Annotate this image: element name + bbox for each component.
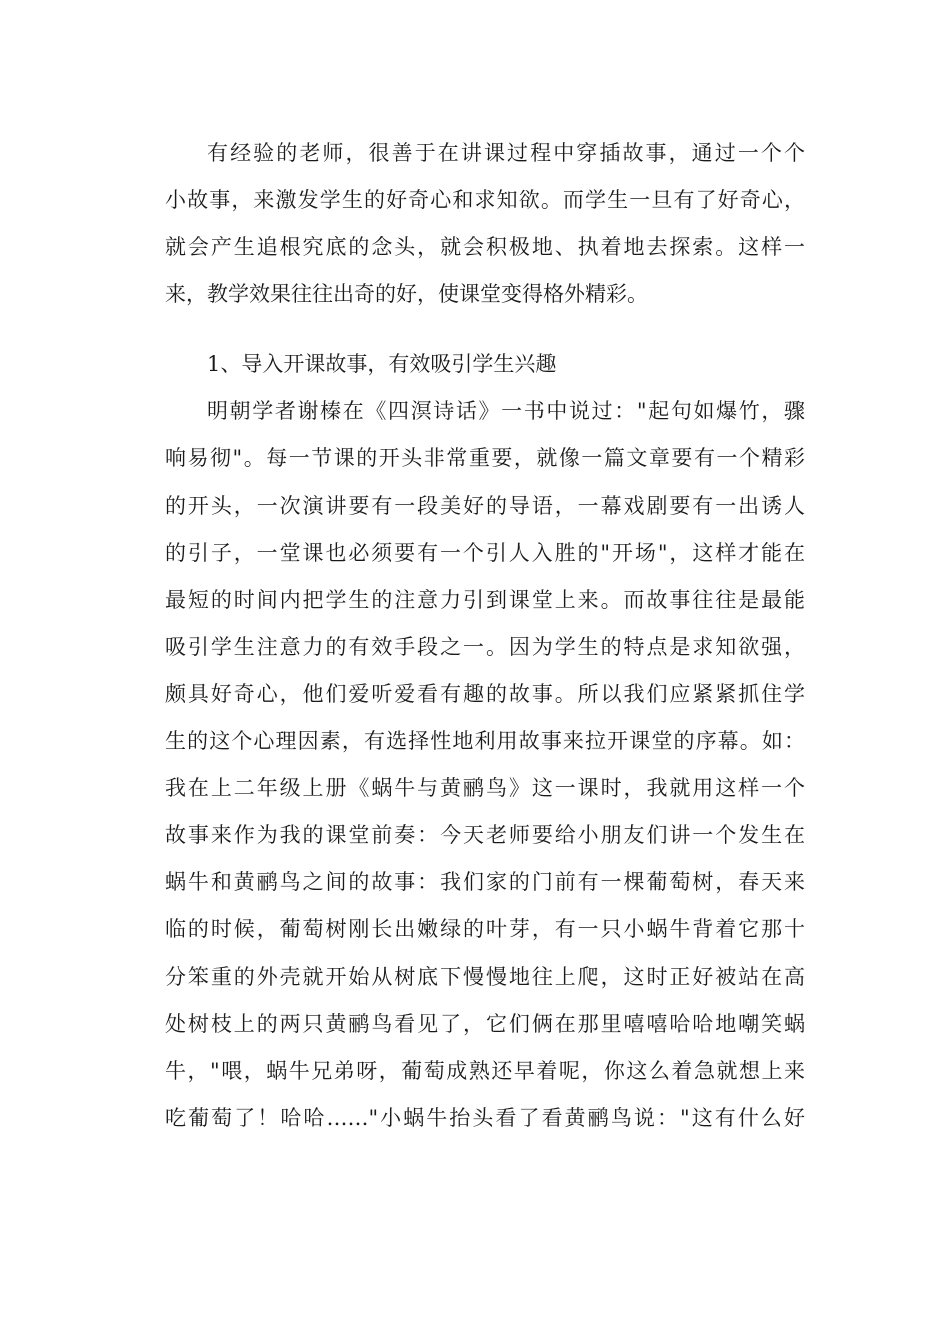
text-line: 处树枝上的两只黄鹂鸟看见了，它们俩在那里嘻嘻哈哈地嘲笑蜗 [165, 1012, 805, 1036]
text-line: 吃葡萄了！哈哈……"小蜗牛抬头看了看黄鹂鸟说："这有什么好 [165, 1106, 805, 1130]
text-line: 我在上二年级上册《蜗牛与黄鹂鸟》这一课时，我就用这样一个 [165, 776, 805, 800]
text-line: 有经验的老师，很善于在讲课过程中穿插故事，通过一个个 [207, 141, 805, 165]
text-line: 分笨重的外壳就开始从树底下慢慢地往上爬，这时正好被站在高 [165, 965, 805, 989]
text-line: 小故事，来激发学生的好奇心和求知欲。而学生一旦有了好奇心， [165, 188, 805, 212]
text-line: 响易彻"。每一节课的开头非常重要，就像一篇文章要有一个精彩 [165, 446, 805, 470]
text-line: 来，教学效果往往出奇的好，使课堂变得格外精彩。 [165, 282, 648, 306]
text-line: 吸引学生注意力的有效手段之一。因为学生的特点是求知欲强， [165, 635, 805, 659]
text-line: 蜗牛和黄鹂鸟之间的故事：我们家的门前有一棵葡萄树，春天来 [165, 870, 805, 894]
text-line: 生的这个心理因素，有选择性地利用故事来拉开课堂的序幕。如： [165, 729, 805, 753]
text-line: 最短的时间内把学生的注意力引到课堂上来。而故事往往是最能 [165, 588, 805, 612]
text-line: 就会产生追根究底的念头，就会积极地、执着地去探索。这样一 [165, 235, 805, 259]
text-line: 故事来作为我的课堂前奏：今天老师要给小朋友们讲一个发生在 [165, 823, 805, 847]
text-line: 的引子，一堂课也必须要有一个引人入胜的"开场"，这样才能在 [165, 541, 805, 565]
section-heading: 1、导入开课故事，有效吸引学生兴趣 [207, 352, 557, 376]
text-line: 临的时候，葡萄树刚长出嫩绿的叶芽，有一只小蜗牛背着它那十 [165, 917, 805, 941]
text-line: 明朝学者谢榛在《四溟诗话》一书中说过："起句如爆竹，骤 [207, 399, 805, 423]
text-line: 牛，"喂，蜗牛兄弟呀，葡萄成熟还早着呢，你这么着急就想上来 [165, 1059, 805, 1083]
text-line: 的开头，一次演讲要有一段美好的导语，一幕戏剧要有一出诱人 [165, 494, 805, 518]
text-line: 颇具好奇心，他们爱听爱看有趣的故事。所以我们应紧紧抓住学 [165, 682, 805, 706]
